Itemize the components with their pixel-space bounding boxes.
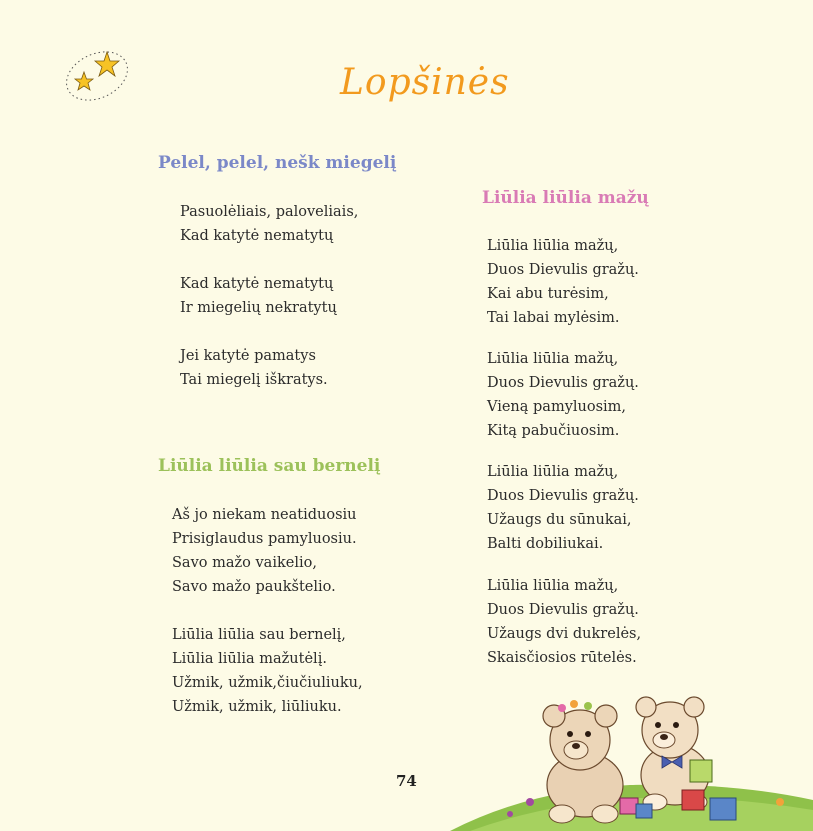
poem-line: Savo mažo vaikelio, — [172, 555, 317, 571]
poem-title: Liūlia liūlia mažų — [482, 188, 649, 208]
stanza — [180, 272, 337, 320]
poem-line: Duos Dievulis gražų. — [487, 375, 639, 391]
page-title: Lopšinės — [340, 62, 510, 103]
poem-line: Liūlia liūlia mažų, — [487, 238, 619, 254]
poem-line: Liūlia liūlia mažų, — [487, 578, 619, 594]
poem-line: Prisiglaudus pamyluosiu. — [172, 531, 357, 547]
poem-line: Savo mažo paukštelio. — [172, 579, 336, 595]
poem-line: Balti dobiliukai. — [487, 536, 604, 552]
teddy-bear-left — [543, 700, 623, 823]
stanza — [487, 574, 641, 670]
poem-line: Kad katytė nematytų — [180, 276, 334, 292]
poem-line: Tai miegelį iškratys. — [180, 372, 328, 388]
poem-line: Pasuolėliais, paloveliais, — [180, 204, 359, 220]
poem-line: Vieną pamyluosim, — [487, 399, 627, 415]
stars-icon — [62, 46, 132, 106]
poem-line: Kad katytė nematytų — [180, 228, 334, 244]
poem-title: Liūlia liūlia sau bernelį — [158, 456, 381, 476]
stanza — [487, 234, 639, 330]
poem-line: Duos Dievulis gražų. — [487, 262, 639, 278]
poem-line: Užmik, užmik, liūliuku. — [172, 699, 342, 715]
poem-line: Duos Dievulis gražų. — [487, 488, 639, 504]
stanza — [172, 623, 363, 719]
poem-line: Duos Dievulis gražų. — [487, 602, 639, 618]
poem-line: Užaugs dvi dukrelės, — [487, 626, 642, 642]
poem-line: Tai labai mylėsim. — [487, 310, 620, 326]
poem-line: Kitą pabučiuosim. — [487, 423, 620, 439]
poem-line: Ir miegelių nekratytų — [180, 300, 337, 316]
poem-line: Liūlia liūlia mažutėlį. — [172, 651, 327, 667]
poem-title: Pelel, pelel, nešk miegelį — [158, 153, 397, 173]
poem-line: Užmik, užmik,čiučiuliuku, — [172, 675, 363, 691]
stanza — [180, 200, 358, 248]
poem-line: Užaugs du sūnukai, — [487, 512, 632, 528]
stanza — [172, 503, 357, 599]
poem-line: Kai abu turėsim, — [487, 286, 609, 302]
poem-line: Skaisčiosios rūtelės. — [487, 650, 637, 666]
page-number: 74 — [396, 772, 417, 790]
stanza — [487, 460, 639, 556]
teddy-bears-illustration — [450, 690, 813, 831]
poem-line: Liūlia liūlia sau bernelį, — [172, 627, 346, 643]
poem-line: Jei katytė pamatys — [180, 348, 316, 364]
stanza — [487, 347, 639, 443]
poem-line: Liūlia liūlia mažų, — [487, 351, 619, 367]
stanza — [180, 344, 328, 392]
poem-line: Liūlia liūlia mažų, — [487, 464, 619, 480]
poem-line: Aš jo niekam neatiduosiu — [172, 507, 357, 523]
